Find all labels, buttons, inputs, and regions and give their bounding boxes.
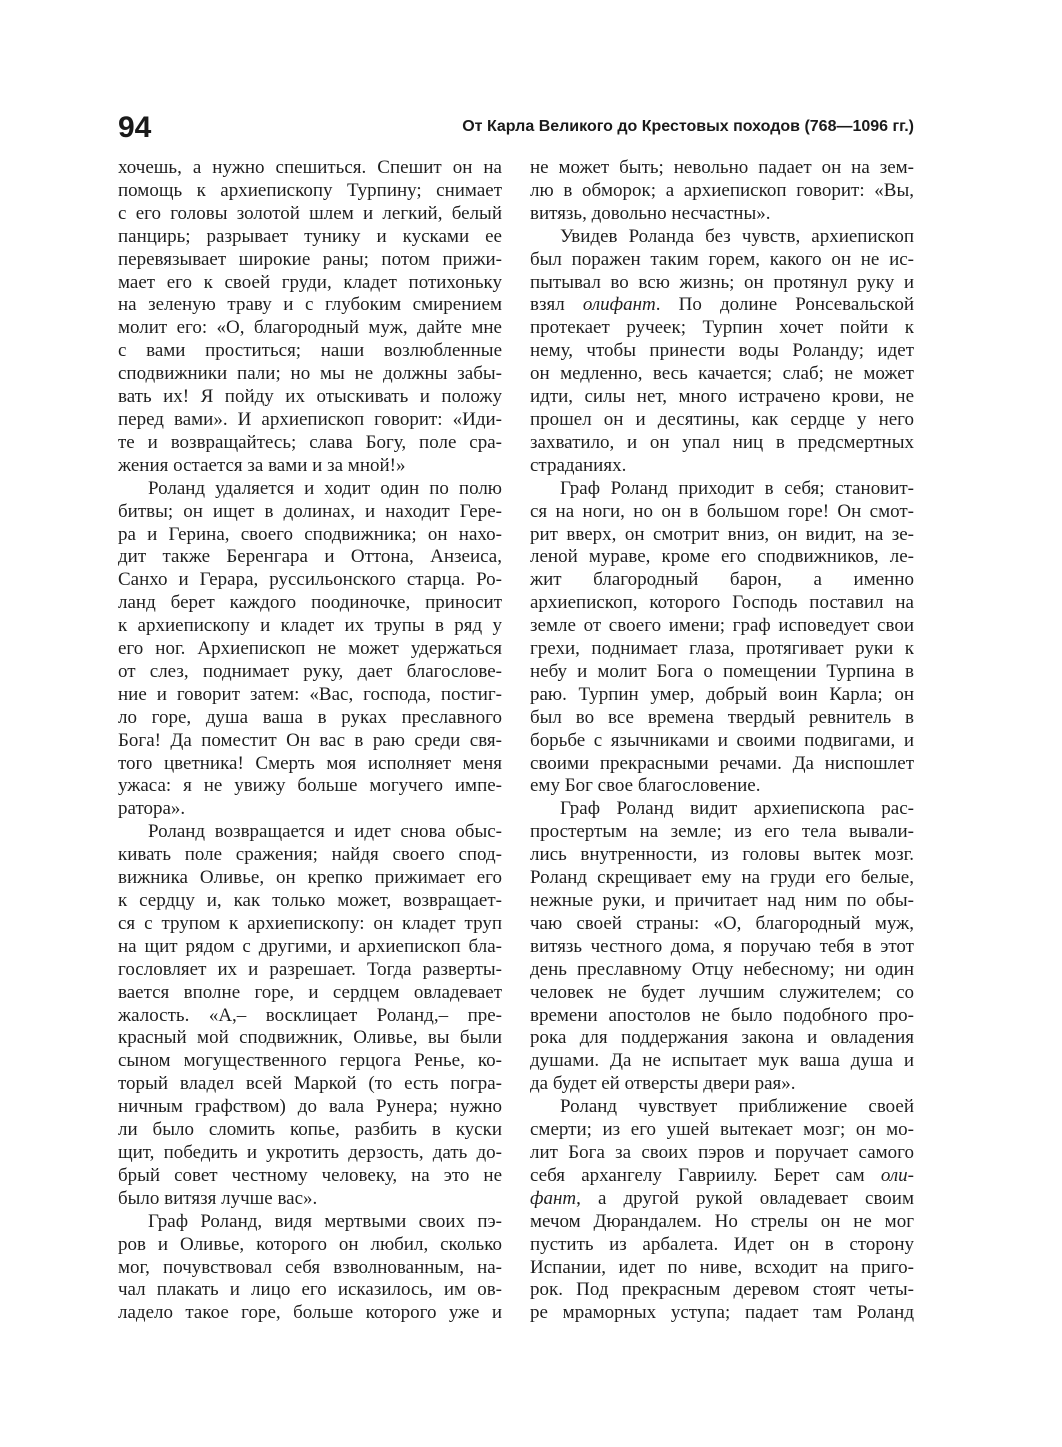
text-line: прошел он и десятины, как сердце у него <box>530 408 914 430</box>
text-line: был во все времена твердый ревнитель в <box>530 706 914 728</box>
text-line: ли было сломить копье, разбить в куски <box>118 1119 502 1141</box>
text-line: лись внутренности, из головы вытек мозг. <box>530 844 914 866</box>
text-line: с вами проститься; наши возлюбленные <box>118 340 502 362</box>
text-line: перед вами». И архиепископ говорит: «Иди- <box>118 408 502 430</box>
text-segment: взял <box>530 294 583 316</box>
text-column-left <box>118 157 502 1325</box>
text-line: жения остается за вами и за мной!» <box>118 454 406 476</box>
text-line: идти, силы нет, много истрачено крови, не <box>530 386 914 408</box>
text-line: Роланд удаляется и ходит один по полю <box>148 477 502 499</box>
text-line: ся на ноги, но он в большом горе! Он смот- <box>530 500 914 522</box>
text-line: Роланд возвращается и идет снова обыс- <box>148 821 502 843</box>
text-line: кивать поле сражения; найдя своего спод- <box>118 844 502 866</box>
text-line: сыном могущественного герцога Ренье, ко- <box>118 1050 502 1072</box>
text-line: времени апостолов не было подобного про- <box>530 1004 914 1026</box>
running-title: От Карла Великого до Крестовых походов (768—1096 гг.) <box>462 118 914 135</box>
text-line: Граф Роланд видит архиепископа рас- <box>560 798 914 820</box>
text-line: нежные руки, и причитает над ним по обы- <box>530 890 914 911</box>
text-line: было витязя лучше вас». <box>118 1187 318 1209</box>
text-line: на зеленую траву и с глубоким смирением <box>118 294 502 316</box>
text-line: небу и молит Бога о помещении Турпина в <box>530 660 914 682</box>
text-line: к сердцу и, как только может, возвращает- <box>118 890 502 911</box>
text-line: мает его к своей груди, кладет потихоньку <box>118 271 502 293</box>
text-line: чал плакать и лицо его исказилось, им ов- <box>118 1279 502 1301</box>
text-line: лит Бога за своих пэров и поручает самого <box>530 1141 914 1163</box>
text-line: земле от своего имени; граф исповедует свои <box>530 615 914 637</box>
text-line: панцирь; разрывает тунику и кусками ее <box>118 225 502 247</box>
text-line: рит вверх, он смотрит вниз, он видит, на зе- <box>530 523 914 545</box>
text-segment: , а другой рукой овладевает своим <box>576 1187 914 1209</box>
text-line: архиепископ, которого Господь поставил на <box>530 592 914 614</box>
text-line <box>530 294 914 317</box>
text-line: Испании, идет по ниве, всходит на приго- <box>530 1256 914 1278</box>
text-line: ланд берет каждого поодиночке, приносит <box>118 592 502 614</box>
italic-term: фант <box>530 1187 577 1209</box>
text-line: к архиепископу и кладет их трупы в ряд у <box>118 615 502 637</box>
text-line: рок. Под прекрасным деревом стоят четы- <box>530 1279 914 1301</box>
text-line: ра и Герина, своего сподвижника; он нахо- <box>118 523 502 545</box>
text-line: грехи, поднимает глаза, протягивает руки к <box>530 638 914 660</box>
text-line: Увидев Роланда без чувств, архиепископ <box>560 225 914 247</box>
text-line: перевязывает широкие раны; потом прижи- <box>118 248 502 270</box>
text-line: Роланд скрещивает ему на груди его белые, <box>530 867 914 889</box>
text-line: не может быть; невольно падает он на зем- <box>530 157 914 178</box>
text-line: от слез, поднимает руку, дает благослове- <box>118 660 502 682</box>
text-line: молит его: «О, благородный муж, дайте мне <box>118 317 502 339</box>
text-line: ратора». <box>118 798 186 820</box>
text-line <box>530 1188 914 1211</box>
text-line: Бога! Да поместит Он вас в раю среди свя- <box>118 729 502 751</box>
text-line: простертым на земле; из его тела вывали- <box>530 821 914 843</box>
text-line: битвы; он ищет в долинах, и находит Гере- <box>118 500 502 522</box>
text-line: борьбе с язычниками и своими подвигами, и <box>530 729 914 751</box>
text-line: витязь честного дома, я поручаю тебя в этот <box>530 935 914 957</box>
text-line: Санхо и Герара, руссильонского старца. Ро- <box>118 569 502 591</box>
italic-term: олифант <box>582 294 656 316</box>
text-line: красный мой сподвижник, Оливье, вы были <box>118 1027 502 1049</box>
text-line: лю в обморок; а архиепископ говорит: «Вы, <box>530 179 914 201</box>
text-line: мог, почувствовал себя взволнованным, на- <box>118 1256 502 1278</box>
text-line: мечом Дюрандалем. Но стрелы он не мог <box>530 1210 914 1232</box>
text-line: был поражен таким горем, какого он не ис- <box>530 248 914 270</box>
text-line: пытывал во всю жизнь; он протянул руку и <box>530 271 914 293</box>
text-line <box>530 1165 914 1188</box>
text-line: человек не будет лучшим служителем; со <box>530 981 914 1003</box>
text-line: Роланд чувствует приближение своей <box>560 1096 914 1118</box>
text-line: помощь к архиепископу Турпину; снимает <box>118 179 502 201</box>
text-line: вать их! Я пойду их отыскивать и положу <box>118 386 502 408</box>
text-line: протекает ручеек; Турпин хочет пойти к <box>530 317 914 339</box>
text-line: захватило, и он упал ниц в предсмертных <box>530 431 914 453</box>
text-line: ладело такое горе, больше которого уже и <box>118 1302 502 1324</box>
text-line: хочешь, а нужно спешиться. Спешит он на <box>118 157 502 178</box>
text-line: те и возвращайтесь; слава Богу, поле сра- <box>118 431 502 453</box>
text-line: на щит рядом с другими, и архиепископ бла- <box>118 935 502 957</box>
text-line: пустить из арбалета. Идет он в сторону <box>530 1233 914 1255</box>
italic-term: оли- <box>880 1164 914 1186</box>
text-line: страданиях. <box>530 454 627 476</box>
text-line: вается вполне горе, и сердцем овладевает <box>118 981 502 1003</box>
text-line: жит благородный барон, а именно <box>530 569 914 591</box>
text-line: ло горе, душа ваша в руках преславного <box>118 706 502 728</box>
text-line: ничным графством) до вала Рунера; нужно <box>118 1096 502 1118</box>
text-line: ние и говорит затем: «Вас, господа, постиг- <box>118 683 502 705</box>
text-line: того цветника! Смерть моя исполняет меня <box>118 752 502 774</box>
text-line: смерти; из его ушей вытекает мозг; он мо- <box>530 1119 914 1141</box>
text-line: щит, победить и укротить дерзость, дать до- <box>118 1141 502 1163</box>
text-line: с его головы золотой шлем и легкий, белый <box>118 202 502 224</box>
text-line: вижника Оливье, он крепко прижимает его <box>118 867 502 889</box>
text-segment: . По долине Ронсевальской <box>655 294 914 316</box>
page-number: 94 <box>118 111 152 144</box>
text-line: ему Бог свое благословение. <box>530 775 761 797</box>
text-line: ужаса: я не увижу больше могучего импе- <box>118 775 502 797</box>
text-line: леной мураве, кроме его сподвижников, ле- <box>530 546 914 568</box>
text-line: ся с трупом к архиепископу: он кладет труп <box>118 912 502 934</box>
text-line: да будет ей отверсты двери рая». <box>530 1073 796 1095</box>
text-line: дит также Беренгара и Оттона, Анзеиса, <box>118 546 502 568</box>
text-line: нему, чтобы принести воды Роланду; идет <box>530 340 914 362</box>
text-column-right <box>530 157 914 1325</box>
text-line: его ног. Архиепископ не может удержаться <box>118 638 502 660</box>
text-line: гословляет их и разрешает. Тогда разверты- <box>118 958 502 980</box>
text-line: Граф Роланд приходит в себя; становит- <box>560 477 914 499</box>
text-segment: себя архангелу Гавриилу. Берет сам <box>530 1164 881 1186</box>
text-line: витязь, довольно несчастны». <box>530 202 771 224</box>
text-line: Граф Роланд, видя мертвыми своих пэ- <box>148 1210 502 1232</box>
text-line: жалость. «А,– восклицает Роланд,– пре- <box>118 1004 502 1026</box>
text-line: он медленно, весь качается; слаб; не может <box>530 363 914 385</box>
text-line: чаю своей страны: «О, благородный муж, <box>530 912 914 934</box>
text-line: ров и Оливье, которого он любил, сколько <box>118 1233 502 1255</box>
text-line: своими прекрасными речами. Да ниспошлет <box>530 752 914 774</box>
text-line: брый совет честному человеку, на это не <box>118 1164 502 1186</box>
text-line: день преславному Отцу небесному; ни один <box>530 958 914 980</box>
text-line: торый владел всей Маркой (то есть погра- <box>118 1073 502 1095</box>
text-line: рока для поддержания закона и овладения <box>530 1027 914 1049</box>
text-line: душами. Да не испытает мук ваша душа и <box>530 1050 914 1072</box>
text-line: ре мраморных уступа; падает там Роланд <box>530 1302 914 1324</box>
text-line: сподвижники пали; но мы не должны забы- <box>118 363 502 385</box>
text-line: раю. Турпин умер, добрый воин Карла; он <box>530 683 914 705</box>
